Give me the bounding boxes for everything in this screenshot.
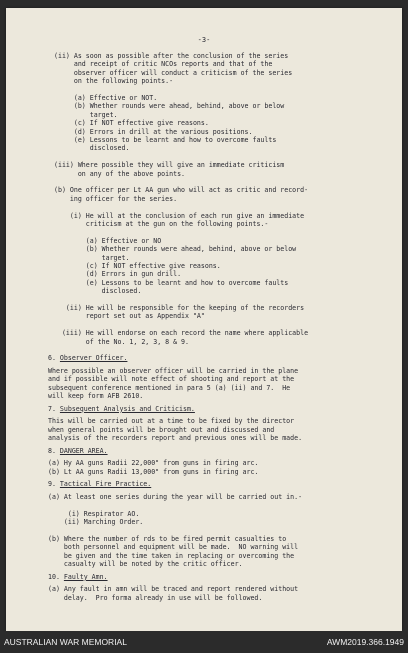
section-heading xyxy=(48,447,108,455)
document-page xyxy=(6,8,402,631)
section-title: Subsequent Analysis and Criticism. xyxy=(59,404,195,413)
text-line: (b) Lt AA guns Radii 13,000" from guns in firing arc. xyxy=(48,467,259,476)
text-line: report set out as Appendix "A" xyxy=(54,312,205,321)
text-line: target. xyxy=(54,253,130,262)
section-heading xyxy=(48,573,108,581)
text-line: target. xyxy=(54,110,118,119)
text-line: (e) Lessons to be learnt and how to overcome faults xyxy=(54,136,277,144)
text-line: (b) Where the number of rds to be fired permit casualties to xyxy=(48,535,287,543)
text-line: (ii) He will be responsible for the keeping of the recorders xyxy=(54,304,305,312)
page-number: -3- xyxy=(197,36,211,44)
footer-bar xyxy=(0,631,408,653)
text-line: and if possible will note effect of shooting and report at the xyxy=(48,375,295,384)
text-line: (ii) Marching Order. xyxy=(48,518,144,527)
text-line: (a) Effective or NOT. xyxy=(54,94,158,102)
section-heading xyxy=(48,480,151,488)
section-number: 8. xyxy=(48,446,60,455)
text-line: be given and the time taken in replacing or overcoming the xyxy=(48,551,295,560)
section-heading xyxy=(48,354,127,362)
text-line: will keep form AFB 2610. xyxy=(48,392,144,401)
text-line: (a) Hy AA guns Radii 22,000" from guns in firing arc. xyxy=(48,459,259,468)
section-number: 7. xyxy=(48,404,60,413)
text-line: subsequent conference mentioned in para 5 (a) (ii) and 7. He xyxy=(48,383,291,392)
text-line: (e) Lessons to be learnt and how to overcome faults xyxy=(54,278,289,287)
footer-accession-number: AWM2019.366.1949 xyxy=(326,637,404,647)
text-line: delay. Pro forma already in use will be followed. xyxy=(48,593,263,602)
text-line: disclosed. xyxy=(54,287,142,296)
text-line: (i) Respirator AO. xyxy=(48,509,140,518)
text-line: when general points will be brought out and discussed and xyxy=(48,425,275,434)
section-heading xyxy=(48,405,195,413)
text-line: (c) If NOT effective give reasons. xyxy=(54,262,221,270)
section-number: 10. xyxy=(48,572,64,581)
text-line: of the No. 1, 2, 3, 8 & 9. xyxy=(54,337,189,346)
text-line: (d) Errors in drill at the various positions. xyxy=(54,127,253,136)
text-line: ing officer for the series. xyxy=(54,194,178,203)
text-line: (ii) As soon as possible after the conclusion of the series xyxy=(54,52,289,60)
text-line: analysis of the recorders report and previous ones will be made. xyxy=(48,434,303,443)
text-line: (a) Effective or NO xyxy=(54,236,162,245)
text-line: (c) If NOT effective give reasons. xyxy=(54,119,209,128)
text-line: and receipt of critic NCOs reports and that of the xyxy=(54,60,273,69)
section-title: DANGER AREA. xyxy=(59,446,108,455)
text-line: criticism at the gun on the following points.- xyxy=(54,220,269,228)
text-line: both personnel and equipment will be made. NO warning will xyxy=(48,543,299,552)
text-line: (d) Errors in gun drill. xyxy=(54,270,182,279)
text-line: casualty will be noted by the critic officer. xyxy=(48,560,243,569)
section-number: 6. xyxy=(48,354,60,363)
text-line: on the following points.- xyxy=(54,77,174,86)
text-line: (a) At least one series during the year will be carried out in.- xyxy=(48,493,303,501)
text-line: (iii) He will endorse on each record the name where applicable xyxy=(54,329,309,338)
text-line: disclosed. xyxy=(54,144,130,153)
text-line: observer officer will conduct a criticism of the series xyxy=(54,68,293,77)
text-line: (b) Whether rounds were ahead, behind, above or below xyxy=(54,245,297,254)
text-line: (iii) Where possible they will give an immediate criticism xyxy=(54,161,285,170)
section-title: Tactical Fire Practice. xyxy=(59,480,152,489)
text-line: (i) He will at the conclusion of each run give an immediate xyxy=(54,211,305,220)
text-line: (b) Whether rounds were ahead, behind, above or below xyxy=(54,102,285,111)
text-line: (b) One officer per Lt AA gun who will act as critic and record- xyxy=(54,186,309,195)
text-line: (a) Any fault in amn will be traced and report rendered without xyxy=(48,585,299,594)
section-title: Faulty Amn. xyxy=(63,572,108,581)
text-line: on any of the above points. xyxy=(54,169,186,178)
section-title: Observer Officer. xyxy=(59,354,128,363)
text-line: Where possible an observer officer will be carried in the plane xyxy=(48,367,299,375)
section-number: 9. xyxy=(48,480,60,489)
text-line: This will be carried out at a time to be fixed by the director xyxy=(48,417,295,426)
footer-institution: AUSTRALIAN WAR MEMORIAL xyxy=(4,637,127,647)
